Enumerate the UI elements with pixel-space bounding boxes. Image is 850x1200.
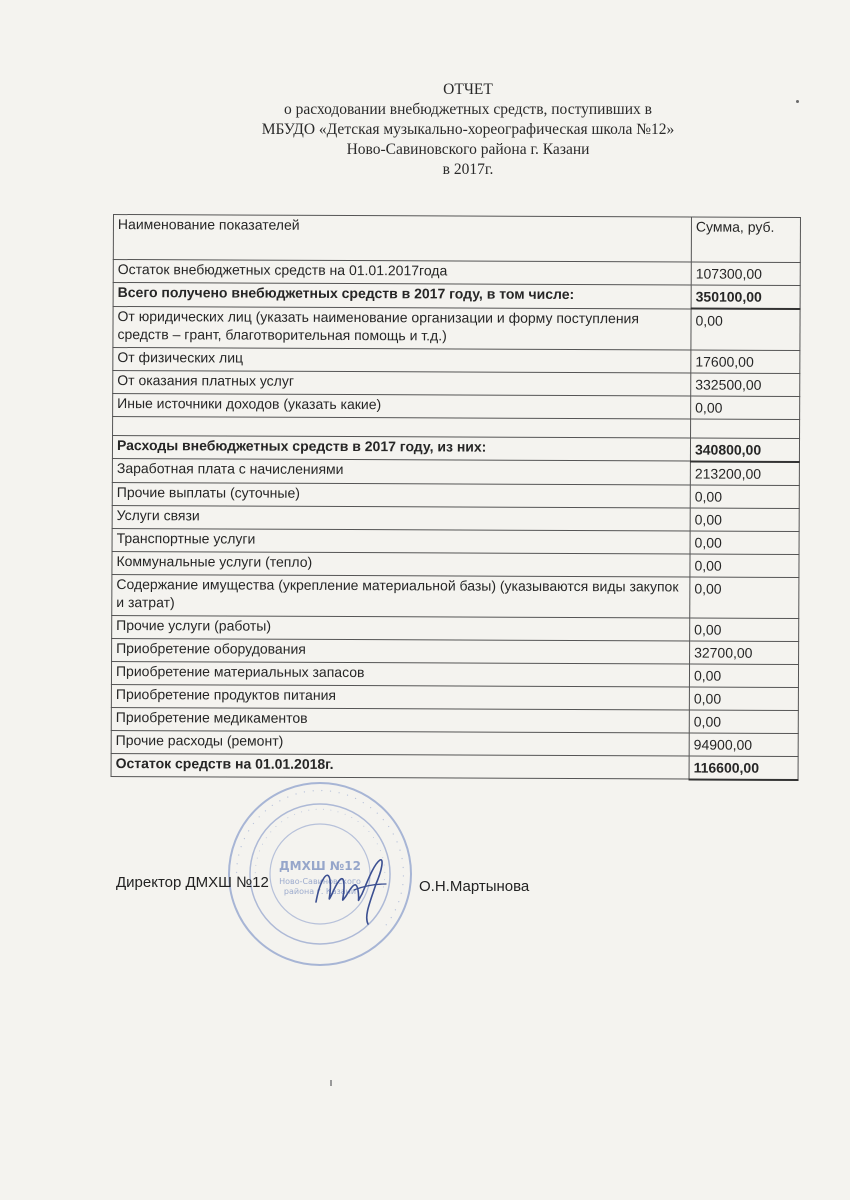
svg-text:· · · · · · · · · · · · · · ·: · · · · · · · · · · · · · · · · · · · · · · · · · · · · · · · · · · · · · <box>231 785 409 930</box>
scan-mark <box>330 1080 332 1086</box>
row-name: Прочие выплаты (суточные) <box>112 482 690 508</box>
report-header <box>0 80 850 180</box>
report-subtitle-line-1: о расходовании внебюджетных средств, поступивших в <box>284 101 652 118</box>
scan-speck <box>796 100 799 103</box>
row-name: От оказания платных услуг <box>113 370 691 396</box>
table-row-total <box>111 753 798 779</box>
row-name: Остаток внебюджетных средств на 01.01.2017года <box>113 260 691 286</box>
row-amount: 0,00 <box>690 554 799 577</box>
column-header-name: Наименование показателей <box>113 215 691 263</box>
row-name: Приобретение материальных запасов <box>111 661 689 687</box>
row-amount: 94900,00 <box>689 733 798 756</box>
row-amount: 0,00 <box>691 396 800 419</box>
table-row <box>112 574 799 618</box>
table-row <box>111 684 798 710</box>
row-name: От юридических лиц (указать наименование организации и форму поступления средств – грант, благотворительная помощь и т.д.) <box>113 306 691 350</box>
row-amount: 107300,00 <box>691 262 800 285</box>
row-amount: 0,00 <box>690 485 799 508</box>
report-year: в 2017г. <box>442 161 494 178</box>
row-amount: 340800,00 <box>690 438 799 462</box>
row-name: Остаток средств на 01.01.2018г. <box>111 753 689 779</box>
row-amount: 0,00 <box>689 687 798 710</box>
table-row <box>112 435 799 461</box>
table-row <box>112 638 799 664</box>
table-row <box>113 370 800 396</box>
stamp-sub-text-2: района г. Казани <box>283 887 357 896</box>
row-name: Приобретение продуктов питания <box>111 684 689 710</box>
row-amount: 0,00 <box>690 531 799 554</box>
report-table <box>111 214 801 780</box>
row-amount-empty <box>691 419 800 438</box>
table-row <box>112 505 799 531</box>
row-amount: 0,00 <box>691 309 800 350</box>
row-name: Прочие расходы (ремонт) <box>111 730 689 756</box>
row-amount: 332500,00 <box>691 373 800 396</box>
row-name: Прочие услуги (работы) <box>112 615 690 641</box>
table-row <box>111 707 798 733</box>
table-row <box>113 306 800 350</box>
row-amount: 350100,00 <box>691 285 800 309</box>
row-amount: 17600,00 <box>691 350 800 373</box>
signature-block <box>116 870 716 900</box>
row-amount: 0,00 <box>689 664 798 687</box>
stamp-center-text: ДМХШ №12 <box>278 859 362 873</box>
row-amount: 32700,00 <box>690 641 799 664</box>
row-name: Содержание имущества (укрепление материальной базы) (указываются виды закупок и затрат) <box>112 574 690 618</box>
signer-role: Директор ДМХШ №12 <box>116 874 269 891</box>
row-amount: 0,00 <box>690 577 799 618</box>
table-row <box>113 283 800 309</box>
report-title: ОТЧЕТ <box>443 81 493 98</box>
row-name: Иные источники доходов (указать какие) <box>113 393 691 419</box>
row-name: Приобретение медикаментов <box>111 707 689 733</box>
table-row <box>111 661 798 687</box>
svg-text:· · · · · · · · · · · · · · ·: · · · · · · · · · · · · · · · · · · · · · · · · · · · · · · <box>250 804 390 891</box>
row-name: Коммунальные услуги (тепло) <box>112 551 690 577</box>
row-name: Расходы внебюджетных средств в 2017 году, из них: <box>112 435 690 461</box>
signer-name: О.Н.Мартынова <box>419 878 530 895</box>
row-name-empty <box>113 416 691 438</box>
row-amount: 0,00 <box>690 508 799 531</box>
table-row <box>112 528 799 554</box>
row-amount: 0,00 <box>689 710 798 733</box>
table-header-row <box>113 215 800 263</box>
stamp-sub-text-1: Ново-Савиновского <box>279 877 361 886</box>
table-row <box>112 458 799 484</box>
row-name: Услуги связи <box>112 505 690 531</box>
report-subtitle-line-2: МБУДО «Детская музыкально-хореографическая школа №12» <box>261 121 675 138</box>
row-name: Приобретение оборудования <box>112 638 690 664</box>
table-row <box>113 260 800 286</box>
table-row <box>112 482 799 508</box>
row-amount: 116600,00 <box>689 756 798 780</box>
row-name: Заработная плата с начислениями <box>112 458 690 484</box>
row-name: От физических лиц <box>113 347 691 373</box>
row-name: Транспортные услуги <box>112 528 690 554</box>
row-name: Всего получено внебюджетных средств в 2017 году, в том числе: <box>113 283 691 309</box>
column-header-amount: Сумма, руб. <box>691 217 800 262</box>
report-subtitle-line-3: Ново-Савиновского района г. Казани <box>346 141 590 158</box>
table-row <box>112 615 799 641</box>
row-amount: 213200,00 <box>690 461 799 485</box>
row-amount: 0,00 <box>690 618 799 641</box>
table-row <box>113 347 800 373</box>
table-row <box>111 730 798 756</box>
table-row <box>113 393 800 419</box>
table-row <box>112 551 799 577</box>
